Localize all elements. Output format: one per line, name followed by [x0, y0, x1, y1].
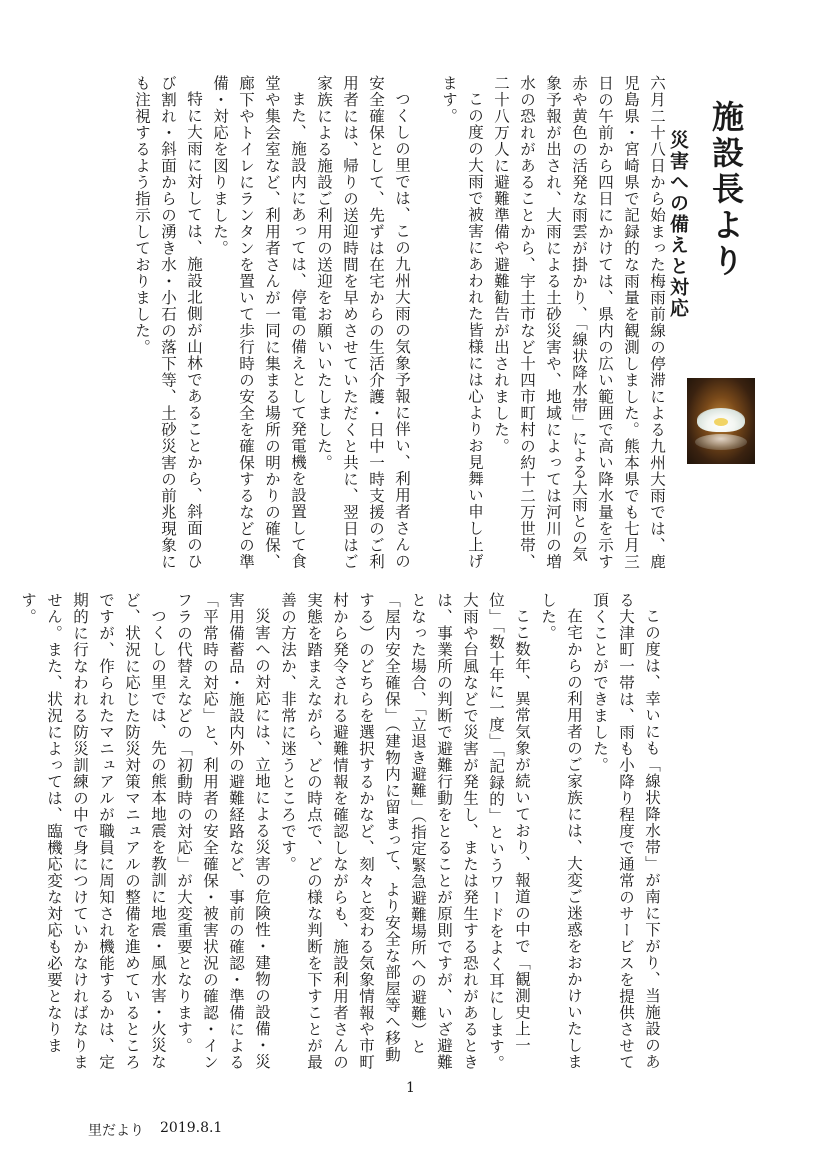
paragraph: つくしの里では、先の熊本地震を教訓に地震・風水害・火災など、状況に応じた防災対策マニュアルの整備を進めているところですが、作られたマニュアルが職員に周知され機能するかは、定期的に行なわれる防災訓練の中で身につけていかなければなりません。また、状況によっては、臨機応変な対応も必要となります。 [19, 592, 167, 1071]
article-section-response [105, 75, 415, 570]
page-subtitle: 災害への備えと対応 [667, 130, 689, 319]
lily-reflection [695, 434, 747, 450]
article-section-preparedness [19, 592, 665, 1072]
paragraph: この度の大雨で被害にあわれた皆様には心よりお見舞い申し上げます。 [440, 75, 484, 569]
page-number: 1 [406, 1080, 415, 1096]
paragraph: この度は、幸いにも「線状降水帯」が南に下がり、当施設のある大津町一帯は、雨も小降り程度で通常のサービスを提供させて頂くことができました。 [591, 592, 661, 1071]
lily-center [714, 418, 728, 426]
article-section-intro [418, 75, 670, 570]
paragraph: 特に大雨に対しては、施設北側が山林であることから、斜面のひび割れ・斜面からの湧き水・小石の落下等、土砂災害の前兆現象にも注視するよう指示しておりました。 [133, 75, 203, 570]
paragraph: 六月二十八日から始まった梅雨前線の停滞による九州大雨では、鹿児島県・宮崎県で記録的な雨量を観測しました。熊本県でも七月三日の午前から四日にかけては、県内の広い範囲で高い降水量を示す赤や黄色の活発な雨雲が掛かり、「線状降水帯」による大雨との気象予報が出され、大雨による土砂災害や、地域によっては河川の増水の恐れがあることから、宇土市など十四市町村の約十二万世帯、二十八万人に避難準備や避難勧告が出されました。 [492, 75, 666, 570]
issue-date: 2019.8.1 [160, 1120, 223, 1136]
page-title: 施設長より [707, 100, 745, 280]
paragraph: つくしの里では、この九州大雨の気象予報に伴い、利用者さんの安全確保として、先ずは在宅からの生活介護・日中一時支援のご利用者には、帰りの送迎時間を早めさせていただくと共に、翌日はご家族による施設ご利用の送迎をお願いいたしました。 [315, 75, 411, 570]
paragraph: また、施設内にあっては、停電の備えとして発電機を設置して食堂や集会室など、利用者さんが一同に集まる場所の明かりの確保、廊下やトイレにランタンを置いて歩行時の安全を確保するなどの準備・対応を図りました。 [211, 75, 307, 570]
water-lily-photo [687, 378, 755, 464]
paragraph: 災害への対応には、立地による災害の危険性・建物の設備・災害用備蓄品・施設内外の避難経路など、事前の確認・準備による「平常時の対応」と、利用者の安全確保・被害状況の確認・インフラの代替えなどの「初動時の対応」が大変重要となります。 [175, 592, 271, 1071]
paragraph: ここ数年、異常気象が続いており、報道の中で「観測史上一位」「数十年に一度」「記録的」というワードをよく耳にします。大雨や台風などで災害が発生し、または発生する恐れがあるときは、事業所の判断で避難行動をとることが原則ですが、いざ避難となった場合、「立退き避難」（指定緊急避難場所への避難）と「屋内安全確保」（建物内に留まって、より安全な部屋等へ移動する）のどちらを選択するかなど、刻々と変わる気象情報や市町村から発令される避難情報を確認しながらも、施設利用者さんの実態を踏まえながら、どの時点で、どの様な判断を下すことが最善の方法か、非常に迷うところです。 [279, 592, 531, 1072]
paragraph: 在宅からの利用者のご家族には、大変ご迷惑をおかけいたしました。 [539, 592, 583, 1070]
newsletter-name: 里だより [88, 1123, 144, 1139]
footer [88, 1120, 222, 1140]
